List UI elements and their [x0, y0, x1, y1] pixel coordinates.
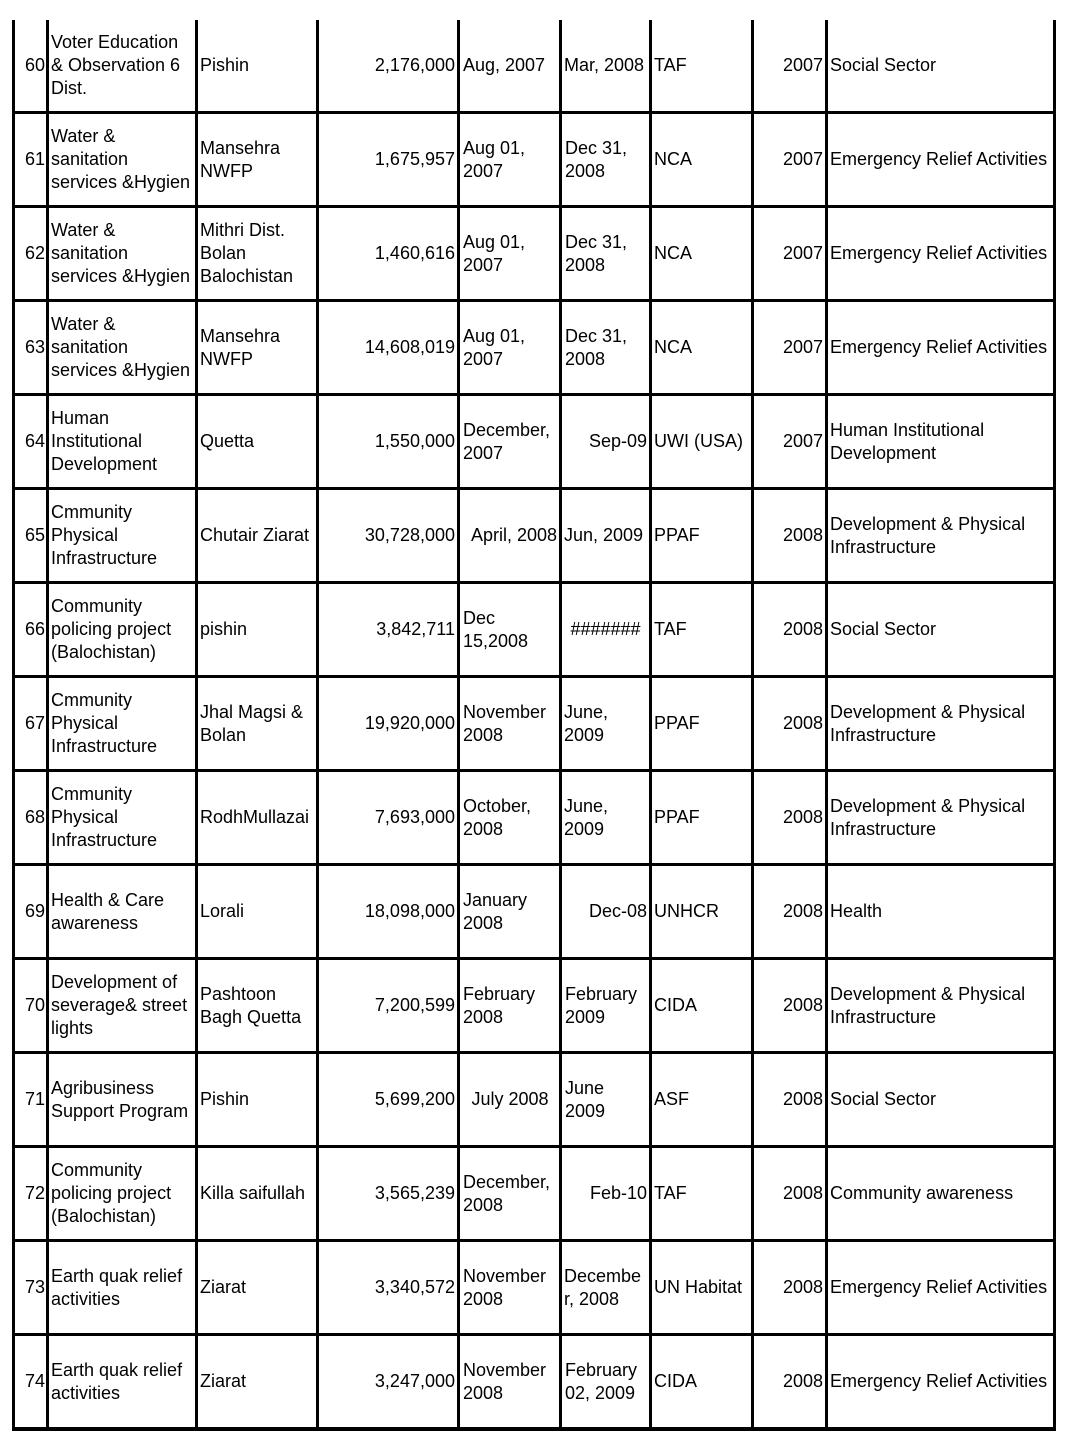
- amount-cell: 5,699,200: [318, 1053, 459, 1147]
- start-date-cell: November 2008: [459, 1241, 561, 1335]
- location-cell: Pishin: [197, 20, 318, 113]
- location-cell: Mithri Dist. Bolan Balochistan: [197, 207, 318, 301]
- donor-cell: CIDA: [651, 1335, 753, 1430]
- serial-number-cell: 63: [14, 301, 48, 395]
- end-date-cell: Feb-10: [561, 1147, 651, 1241]
- table-row: [14, 1053, 1055, 1147]
- project-cell: Cmmunity Physical Infrastructure: [48, 489, 197, 583]
- serial-number-cell: 71: [14, 1053, 48, 1147]
- location-cell: Ziarat: [197, 1241, 318, 1335]
- location-cell: Pashtoon Bagh Quetta: [197, 959, 318, 1053]
- table-row: [14, 301, 1055, 395]
- end-date-cell: Jun, 2009: [561, 489, 651, 583]
- serial-number-cell: 74: [14, 1335, 48, 1430]
- amount-cell: 3,842,711: [318, 583, 459, 677]
- serial-number-cell: 65: [14, 489, 48, 583]
- serial-number-cell: 68: [14, 771, 48, 865]
- amount-cell: 1,675,957: [318, 113, 459, 207]
- sector-cell: Social Sector: [827, 20, 1055, 113]
- end-date-cell: Dec 31, 2008: [561, 301, 651, 395]
- amount-cell: 1,460,616: [318, 207, 459, 301]
- project-cell: Development of severage& street lights: [48, 959, 197, 1053]
- project-cell: Earth quak relief activities: [48, 1335, 197, 1430]
- table-row: [14, 395, 1055, 489]
- table-row: [14, 489, 1055, 583]
- year-cell: 2007: [753, 301, 827, 395]
- location-cell: Killa saifullah: [197, 1147, 318, 1241]
- serial-number-cell: 69: [14, 865, 48, 959]
- serial-number-cell: 61: [14, 113, 48, 207]
- amount-cell: 2,176,000: [318, 20, 459, 113]
- location-cell: Quetta: [197, 395, 318, 489]
- sector-cell: Emergency Relief Activities: [827, 1241, 1055, 1335]
- year-cell: 2008: [753, 771, 827, 865]
- year-cell: 2008: [753, 865, 827, 959]
- amount-cell: 3,340,572: [318, 1241, 459, 1335]
- serial-number-cell: 64: [14, 395, 48, 489]
- project-cell: Cmmunity Physical Infrastructure: [48, 771, 197, 865]
- project-cell: Voter Education & Observation 6 Dist.: [48, 20, 197, 113]
- year-cell: 2008: [753, 959, 827, 1053]
- projects-table-sheet: [12, 20, 1053, 1431]
- donor-cell: UNHCR: [651, 865, 753, 959]
- project-cell: Water & sanitation services &Hygien: [48, 207, 197, 301]
- location-cell: Mansehra NWFP: [197, 113, 318, 207]
- start-date-cell: December, 2008: [459, 1147, 561, 1241]
- start-date-cell: December, 2007: [459, 395, 561, 489]
- amount-cell: 14,608,019: [318, 301, 459, 395]
- table-row: [14, 1241, 1055, 1335]
- year-cell: 2007: [753, 207, 827, 301]
- serial-number-cell: 66: [14, 583, 48, 677]
- start-date-cell: November 2008: [459, 1335, 561, 1430]
- sector-cell: Community awareness: [827, 1147, 1055, 1241]
- year-cell: 2008: [753, 677, 827, 771]
- end-date-cell: June, 2009: [561, 771, 651, 865]
- sector-cell: Development & Physical Infrastructure: [827, 489, 1055, 583]
- donor-cell: UWI (USA): [651, 395, 753, 489]
- start-date-cell: Aug, 2007: [459, 20, 561, 113]
- end-date-cell: #######: [561, 583, 651, 677]
- sector-cell: Human Institutional Development: [827, 395, 1055, 489]
- sector-cell: Emergency Relief Activities: [827, 207, 1055, 301]
- table-row: [14, 207, 1055, 301]
- donor-cell: PPAF: [651, 771, 753, 865]
- project-cell: Water & sanitation services &Hygien: [48, 301, 197, 395]
- project-cell: Community policing project (Balochistan): [48, 1147, 197, 1241]
- year-cell: 2008: [753, 1053, 827, 1147]
- project-cell: Earth quak relief activities: [48, 1241, 197, 1335]
- end-date-cell: June, 2009: [561, 677, 651, 771]
- location-cell: Lorali: [197, 865, 318, 959]
- start-date-cell: July 2008: [459, 1053, 561, 1147]
- donor-cell: TAF: [651, 583, 753, 677]
- table-row: [14, 1335, 1055, 1430]
- project-cell: Agribusiness Support Program: [48, 1053, 197, 1147]
- location-cell: RodhMullazai: [197, 771, 318, 865]
- sector-cell: Social Sector: [827, 583, 1055, 677]
- amount-cell: 19,920,000: [318, 677, 459, 771]
- year-cell: 2008: [753, 489, 827, 583]
- donor-cell: PPAF: [651, 677, 753, 771]
- start-date-cell: February 2008: [459, 959, 561, 1053]
- amount-cell: 1,550,000: [318, 395, 459, 489]
- start-date-cell: April, 2008: [459, 489, 561, 583]
- start-date-cell: Aug 01, 2007: [459, 207, 561, 301]
- amount-cell: 7,693,000: [318, 771, 459, 865]
- sector-cell: Development & Physical Infrastructure: [827, 677, 1055, 771]
- amount-cell: 7,200,599: [318, 959, 459, 1053]
- year-cell: 2008: [753, 1147, 827, 1241]
- table-row: [14, 865, 1055, 959]
- sector-cell: Emergency Relief Activities: [827, 113, 1055, 207]
- year-cell: 2008: [753, 583, 827, 677]
- projects-table-body: [14, 20, 1055, 1429]
- location-cell: Pishin: [197, 1053, 318, 1147]
- amount-cell: 3,565,239: [318, 1147, 459, 1241]
- project-cell: Health & Care awareness: [48, 865, 197, 959]
- sector-cell: Social Sector: [827, 1053, 1055, 1147]
- amount-cell: 30,728,000: [318, 489, 459, 583]
- table-row: [14, 583, 1055, 677]
- project-cell: Community policing project (Balochistan): [48, 583, 197, 677]
- start-date-cell: Aug 01, 2007: [459, 113, 561, 207]
- location-cell: Jhal Magsi & Bolan: [197, 677, 318, 771]
- donor-cell: ASF: [651, 1053, 753, 1147]
- start-date-cell: October, 2008: [459, 771, 561, 865]
- project-cell: Water & sanitation services &Hygien: [48, 113, 197, 207]
- donor-cell: CIDA: [651, 959, 753, 1053]
- donor-cell: UN Habitat: [651, 1241, 753, 1335]
- serial-number-cell: 60: [14, 20, 48, 113]
- donor-cell: NCA: [651, 301, 753, 395]
- project-cell: Human Institutional Development: [48, 395, 197, 489]
- year-cell: 2008: [753, 1335, 827, 1430]
- end-date-cell: December, 2008: [561, 1241, 651, 1335]
- donor-cell: PPAF: [651, 489, 753, 583]
- end-date-cell: June 2009: [561, 1053, 651, 1147]
- table-row: [14, 1147, 1055, 1241]
- location-cell: Mansehra NWFP: [197, 301, 318, 395]
- table-row: [14, 959, 1055, 1053]
- start-date-cell: November 2008: [459, 677, 561, 771]
- end-date-cell: Dec-08: [561, 865, 651, 959]
- sector-cell: Development & Physical Infrastructure: [827, 959, 1055, 1053]
- donor-cell: TAF: [651, 20, 753, 113]
- serial-number-cell: 73: [14, 1241, 48, 1335]
- end-date-cell: Dec 31, 2008: [561, 113, 651, 207]
- start-date-cell: January 2008: [459, 865, 561, 959]
- table-row: [14, 113, 1055, 207]
- serial-number-cell: 70: [14, 959, 48, 1053]
- donor-cell: TAF: [651, 1147, 753, 1241]
- sector-cell: Health: [827, 865, 1055, 959]
- year-cell: 2007: [753, 113, 827, 207]
- start-date-cell: Dec 15,2008: [459, 583, 561, 677]
- year-cell: 2007: [753, 20, 827, 113]
- donor-cell: NCA: [651, 207, 753, 301]
- amount-cell: 3,247,000: [318, 1335, 459, 1430]
- end-date-cell: February 02, 2009: [561, 1335, 651, 1430]
- sector-cell: Emergency Relief Activities: [827, 1335, 1055, 1430]
- location-cell: Ziarat: [197, 1335, 318, 1430]
- year-cell: 2008: [753, 1241, 827, 1335]
- table-row: [14, 20, 1055, 113]
- location-cell: Chutair Ziarat: [197, 489, 318, 583]
- table-row: [14, 771, 1055, 865]
- year-cell: 2007: [753, 395, 827, 489]
- sector-cell: Development & Physical Infrastructure: [827, 771, 1055, 865]
- amount-cell: 18,098,000: [318, 865, 459, 959]
- projects-table: [12, 20, 1056, 1431]
- donor-cell: NCA: [651, 113, 753, 207]
- project-cell: Cmmunity Physical Infrastructure: [48, 677, 197, 771]
- sector-cell: Emergency Relief Activities: [827, 301, 1055, 395]
- end-date-cell: Mar, 2008: [561, 20, 651, 113]
- end-date-cell: Dec 31, 2008: [561, 207, 651, 301]
- serial-number-cell: 67: [14, 677, 48, 771]
- location-cell: pishin: [197, 583, 318, 677]
- start-date-cell: Aug 01, 2007: [459, 301, 561, 395]
- serial-number-cell: 72: [14, 1147, 48, 1241]
- serial-number-cell: 62: [14, 207, 48, 301]
- table-row: [14, 677, 1055, 771]
- end-date-cell: February 2009: [561, 959, 651, 1053]
- end-date-cell: Sep-09: [561, 395, 651, 489]
